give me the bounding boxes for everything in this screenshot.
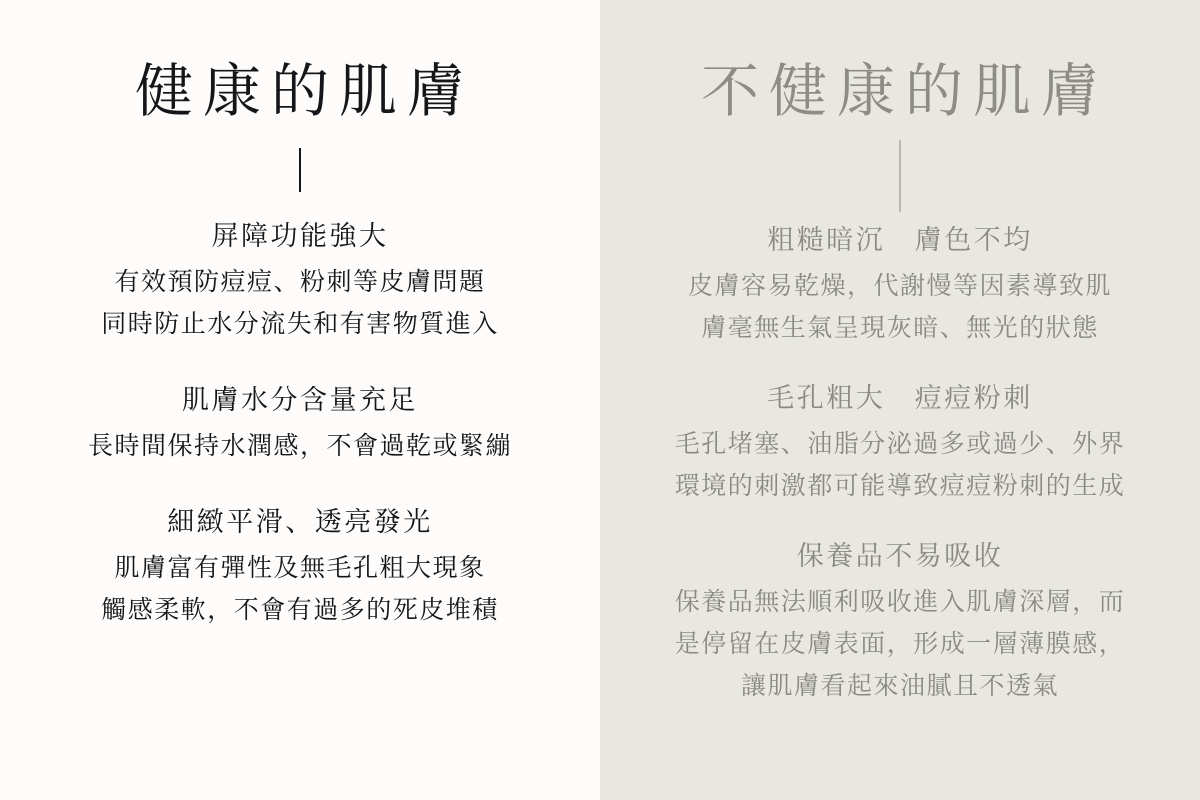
block-heading: 保養品不易吸收 — [796, 541, 1004, 572]
block-line: 保養品無法順利吸收進入肌膚深層，而 — [674, 588, 1126, 616]
panel-unhealthy-skin — [600, 0, 1200, 800]
panel-unhealthy-title: 不健康的肌膚 — [700, 59, 1109, 124]
unhealthy-block-2 — [600, 378, 1200, 508]
block-line: 觸感柔軟，不會有過多的死皮堆積 — [101, 596, 499, 624]
block-line: 同時防止水分流失和有害物質進入 — [101, 311, 499, 339]
healthy-blocks — [0, 216, 600, 632]
block-line: 是停留在皮膚表面，形成一層薄膜感， — [674, 630, 1126, 658]
block-line: 膚毫無生氣呈現灰暗、無光的狀態 — [701, 315, 1099, 343]
unhealthy-block-1 — [600, 220, 1200, 350]
title-divider-healthy — [299, 148, 301, 192]
block-heading: 屏障功能強大 — [211, 221, 389, 252]
block-line: 環境的刺激都可能導致痘痘粉刺的生成 — [674, 473, 1126, 501]
block-line: 肌膚富有彈性及無毛孔粗大現象 — [114, 554, 486, 582]
block-line: 毛孔堵塞、油脂分泌過多或過少、外界 — [674, 431, 1126, 459]
healthy-block-3 — [0, 502, 600, 632]
block-line: 長時間保持水潤感，不會過乾或緊繃 — [87, 433, 512, 461]
block-heading: 粗糙暗沉 膚色不均 — [767, 225, 1033, 256]
block-heading: 細緻平滑、透亮發光 — [167, 507, 433, 538]
unhealthy-blocks — [600, 220, 1200, 708]
block-line: 皮膚容易乾燥，代謝慢等因素導致肌 — [687, 273, 1112, 301]
unhealthy-block-3 — [600, 536, 1200, 708]
title-divider-unhealthy — [899, 140, 901, 212]
healthy-block-1 — [0, 216, 600, 346]
block-heading: 肌膚水分含量充足 — [182, 385, 418, 416]
panel-healthy-title: 健康的肌膚 — [134, 59, 475, 124]
block-line: 有效預防痘痘、粉刺等皮膚問題 — [114, 269, 486, 297]
healthy-block-2 — [0, 380, 600, 468]
block-heading: 毛孔粗大 痘痘粉刺 — [767, 383, 1033, 414]
block-line: 讓肌膚看起來油膩且不透氣 — [740, 672, 1059, 700]
